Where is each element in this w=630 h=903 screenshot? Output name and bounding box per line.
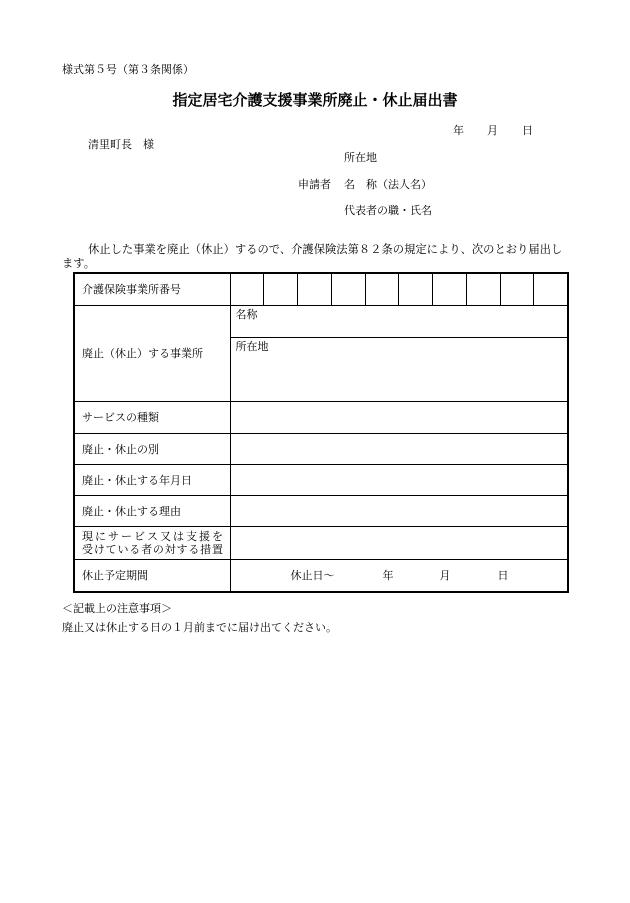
table-row-service-type: [74, 402, 568, 434]
table-row-abolition-or-suspension: [74, 434, 568, 465]
suspension-period-fields: [231, 560, 568, 591]
measures-label-line-1: 現にサービス又は支援を: [82, 530, 223, 543]
intro-text-line-2: ます。: [62, 257, 95, 270]
office-address-cell: [230, 338, 568, 402]
reason-label: 廃止・休止する理由: [74, 496, 230, 527]
office-number-digit-box: [500, 274, 534, 305]
measures-label-line-2: 受けている者の対する措置: [82, 543, 223, 556]
service-type-cell: [230, 402, 568, 434]
office-number-cell: [230, 273, 568, 306]
suspension-period-label: 休止予定期間: [74, 560, 230, 593]
suspension-start-prefix: 休止日～: [290, 569, 335, 582]
suspension-month-label: 月: [439, 569, 451, 582]
notes-heading: ＜記載上の注意事項＞: [62, 602, 172, 615]
applicant-role-label: 申請者: [298, 178, 331, 191]
suspension-period-cell: [230, 560, 568, 593]
notes-text: 廃止又は休止する日の１月前までに届け出てください。: [62, 621, 337, 634]
table-row-suspension-period: [74, 560, 568, 593]
office-number-label: 介護保険事業所番号: [74, 273, 230, 306]
office-number-digit-box: [263, 274, 297, 305]
date-cell: [230, 465, 568, 496]
office-number-digit-box: [231, 274, 264, 305]
office-number-digit-box: [398, 274, 432, 305]
office-number-digit-box: [432, 274, 466, 305]
service-type-label: サービスの種類: [74, 402, 230, 434]
applicant-address-label: 所在地: [344, 151, 377, 164]
abolition-or-suspension-cell: [230, 434, 568, 465]
office-number-digit-box: [533, 274, 567, 305]
date-year-label: 年: [453, 124, 464, 137]
table-row-office: [74, 306, 568, 338]
table-row-date: [74, 465, 568, 496]
office-number-digit-boxes: [231, 274, 568, 305]
measures-label: [74, 527, 230, 560]
office-number-digit-box: [331, 274, 365, 305]
applicant-representative-label: 代表者の職・氏名: [344, 204, 432, 217]
table-row-office-number: [74, 273, 568, 306]
date-month-label: 月: [487, 124, 498, 137]
office-name-cell: [230, 306, 568, 338]
abolition-or-suspension-label: 廃止・休止の別: [74, 434, 230, 465]
office-number-digit-box: [365, 274, 399, 305]
office-number-digit-box: [466, 274, 500, 305]
page-title: 指定居宅介護支援事業所廃止・休止届出書: [172, 91, 458, 109]
reason-cell: [230, 496, 568, 527]
table-row-reason: [74, 496, 568, 527]
office-name-label: 名称: [235, 308, 258, 321]
date-label: 廃止・休止する年月日: [74, 465, 230, 496]
table-row-measures: [74, 527, 568, 560]
office-label: 廃止（休止）する事業所: [74, 306, 230, 402]
office-address-label: 所在地: [235, 340, 269, 353]
suspension-day-label: 日: [497, 569, 509, 582]
office-number-digit-box: [297, 274, 331, 305]
date-day-label: 日: [522, 124, 533, 137]
measures-cell: [230, 527, 568, 560]
notification-table: [73, 272, 569, 593]
suspension-year-label: 年: [382, 569, 394, 582]
form-number: 様式第５号（第３条関係）: [62, 63, 194, 76]
intro-text-line-1: 休止した事業を廃止（休止）するので、介護保険法第８２条の規定により、次のとおり届出し: [88, 243, 563, 256]
applicant-name-label: 名 称（法人名）: [344, 178, 432, 191]
addressee: 清里町長 様: [88, 138, 154, 151]
